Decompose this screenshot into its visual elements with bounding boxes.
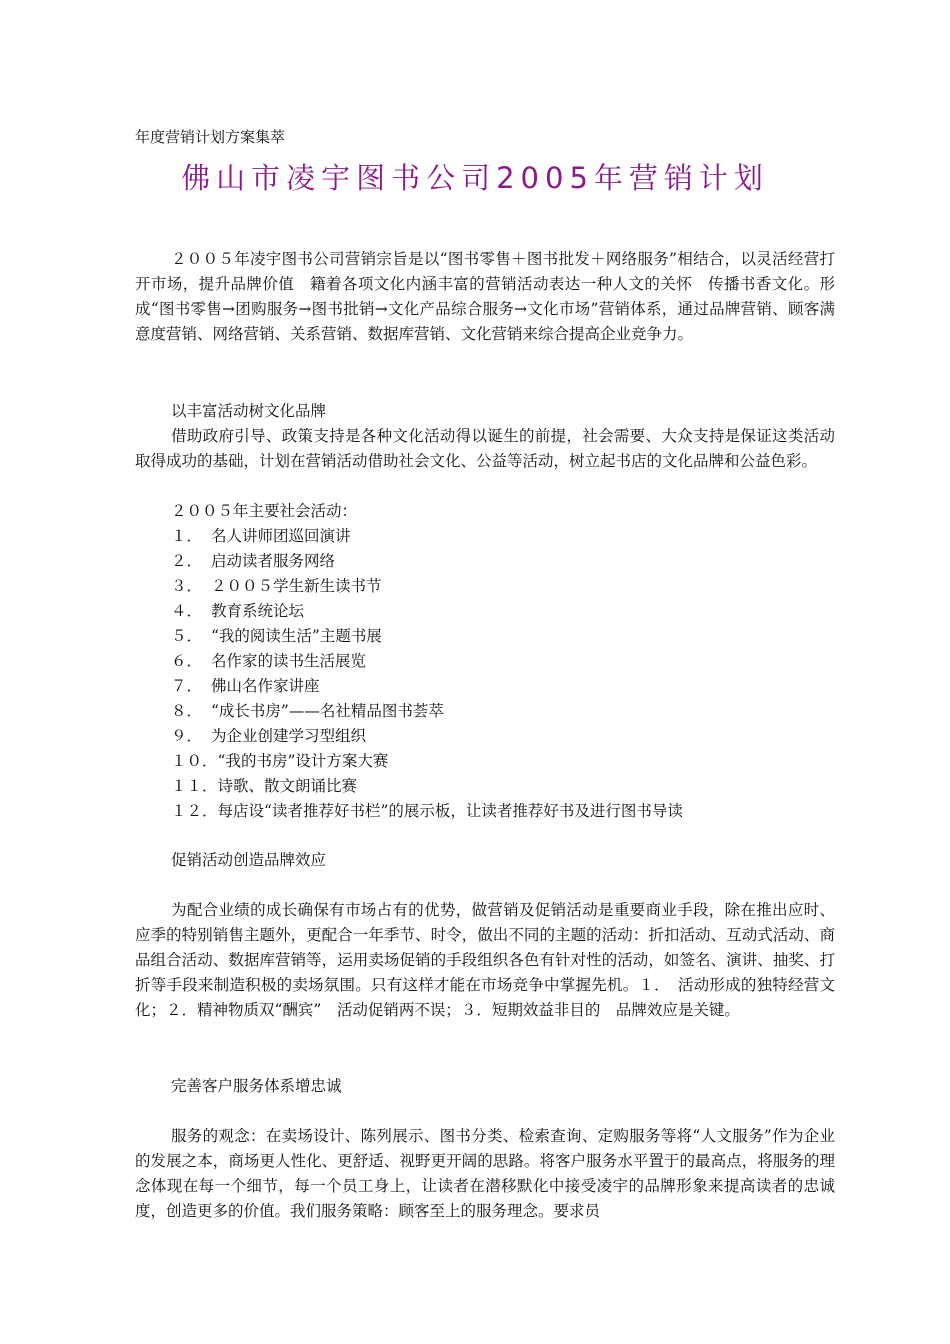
list-item (171, 624, 683, 649)
list-item-text: ２００５学生新生读书节 (211, 577, 382, 595)
list-item-text: “我的书房”设计方案大赛 (217, 752, 389, 770)
list-item-number: ７． (171, 677, 203, 695)
header-note: 年度营销计划方案集萃 (135, 128, 286, 146)
list-item-number: ５． (171, 627, 203, 645)
activity-list-title: ２００５年主要社会活动： (171, 502, 358, 520)
list-item-number: ２． (171, 552, 203, 570)
list-item (171, 799, 683, 824)
list-item (171, 699, 683, 724)
section-heading-cultural-brand: 以丰富活动树文化品牌 (171, 402, 327, 420)
activity-list (171, 524, 683, 824)
list-item (171, 524, 683, 549)
section-heading-promotion: 促销活动创造品牌效应 (171, 851, 327, 869)
list-item-text: 启动读者服务网络 (211, 552, 336, 570)
list-item-text: 为企业创建学习型组织 (211, 727, 367, 745)
list-item (171, 749, 683, 774)
intro-paragraph: ２００５年凌宇图书公司营销宗旨是以“图书零售＋图书批发＋网络服务”相结合，以灵活经营打开市场，提升品牌价值 籍着各项文化内涵丰富的营销活动表达一种人文的关怀 传播书香文化。形成“图书零售→团购服务→图书批销→文化产品综合服务→文化市场”营销体系，通过品牌营销、顾客满意度营销、网络营销、关系营销、数据库营销、文化营销来综合提高企业竞争力。 (135, 250, 835, 343)
list-item-number: ６． (171, 652, 203, 670)
list-item-number: ９． (171, 727, 203, 745)
list-item-text: “成长书房”——名社精品图书荟萃 (211, 702, 444, 720)
list-item (171, 724, 683, 749)
list-item-number: １２． (171, 802, 218, 820)
list-item-text: 名作家的读书生活展览 (211, 652, 367, 670)
list-item-number: ８． (171, 702, 203, 720)
list-item-text: 佛山名作家讲座 (211, 677, 320, 695)
section-body-customer-service: 服务的观念：在卖场设计、陈列展示、图书分类、检索查询、定购服务等将“人文服务”作为企业的发展之本，商场更人性化、更舒适、视野更开阔的思路。将客户服务水平置于的最高点，将服务的理念体现在每一个细节，每一个员工身上，让读者在潜移默化中接受凌宇的品牌形象来提高读者的忠诚度，创造更多的价值。我们服务策略：顾客至上的服务理念。要求员 (135, 1127, 835, 1220)
list-item-text: 教育系统论坛 (211, 602, 305, 620)
list-item-text: 诗歌、散文朗诵比赛 (217, 777, 358, 795)
list-item (171, 649, 683, 674)
section-body-promotion: 为配合业绩的成长确保有市场占有的优势，做营销及促销活动是重要商业手段，除在推出应时、应季的特别销售主题外，更配合一年季节、时令，做出不同的主题的活动：折扣活动、互动式活动、商品组合活动、数据库营销等，运用卖场促销的手段组织各色有针对性的活动，如签名、演讲、抽奖、打折等手段来制造积极的卖场氛围。只有这样才能在市场竞争中掌握先机。１． 活动形成的独特经营文化；２．精神物质双“酬宾” 活动促销两不误；３．短期效益非目的 品牌效应是关键。 (135, 901, 835, 1019)
list-item-number: １０． (171, 752, 218, 770)
section-body-cultural-brand: 借助政府引导、政策支持是各种文化活动得以诞生的前提，社会需要、大众支持是保证这类活动取得成功的基础，计划在营销活动借助社会文化、公益等活动，树立起书店的文化品牌和公益色彩。 (135, 427, 835, 470)
list-item-number: ３． (171, 577, 203, 595)
list-item (171, 674, 683, 699)
list-item-text: 名人讲师团巡回演讲 (211, 527, 351, 545)
list-item-number: １． (171, 527, 203, 545)
list-item (171, 774, 683, 799)
list-item-text: 每店设“读者推荐好书栏”的展示板，让读者推荐好书及进行图书导读 (217, 802, 683, 820)
list-item-text: “我的阅读生活”主题书展 (211, 627, 382, 645)
list-item (171, 599, 683, 624)
list-item-number: １１． (171, 777, 218, 795)
list-item (171, 574, 683, 599)
section-heading-customer-service: 完善客户服务体系增忠诚 (171, 1077, 342, 1095)
list-item (171, 549, 683, 574)
document-title: 佛山市凌宇图书公司2005年营销计划 (181, 161, 769, 195)
list-item-number: ４． (171, 602, 203, 620)
